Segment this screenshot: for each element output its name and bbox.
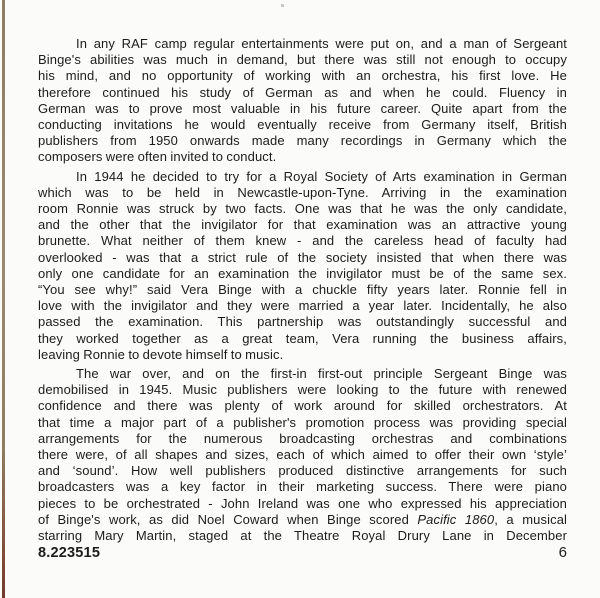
work-title-italic: Pacific 1860 bbox=[417, 511, 495, 527]
text-line: broadcasters was a key factor in their marketing success. There were piano bbox=[38, 479, 567, 495]
text-line: The war over, and on the first-in first-out principle Sergeant Binge was bbox=[76, 366, 567, 382]
paragraph-1 bbox=[38, 36, 567, 166]
text-line: which was to be held in Newcastle-upon-Tyne. Arriving in the examination bbox=[38, 184, 567, 200]
text-line: pieces to be orchestrated - John Ireland was one who expressed his appreciation bbox=[38, 495, 567, 511]
text-line: and the other that the invigilator for that examination was an attractive young bbox=[38, 217, 567, 233]
paragraph-3 bbox=[38, 366, 567, 544]
scan-artifact-speck bbox=[281, 4, 284, 7]
text-line: room Ronnie was struck by two facts. One was that he was the only candidate, bbox=[38, 201, 567, 217]
text-line-with-italic-title bbox=[38, 512, 567, 528]
text-line: “You see why!” said Vera Binge with a chuckle fifty years later. Ronnie fell in bbox=[38, 282, 567, 298]
page-number: 6 bbox=[558, 544, 567, 561]
text-line: that time a major part of a publisher's promotion process was providing special bbox=[38, 414, 567, 430]
text-line: In any RAF camp regular entertainments were put on, and a man of Sergeant bbox=[76, 36, 567, 51]
text-line: starring Mary Martin, staged at the Theatre Royal Drury Lane in December bbox=[38, 528, 567, 544]
text-line: love with the invigilator and they were married a year later. Incidentally, he also bbox=[38, 298, 567, 314]
text-line: and ‘sound’. How well publishers produced distinctive arrangements for such bbox=[38, 463, 567, 479]
text-segment: of Binge's work, as did Noel Coward when Binge scored bbox=[38, 511, 418, 527]
text-line: there were, of all shapes and sizes, each of which aimed to offer their own ‘style’ bbox=[38, 447, 567, 463]
text-line: Binge's abilities was much in demand, but there was still not enough to occupy bbox=[38, 52, 567, 68]
body-text bbox=[38, 36, 567, 547]
catalog-number: 8.223515 bbox=[38, 545, 101, 561]
text-line: demobilised in 1945. Music publishers were looking to the future with renewed bbox=[38, 382, 567, 398]
text-line: they worked together as a great team, Vera running the business affairs, bbox=[38, 330, 567, 346]
page-spine-edge bbox=[2, 0, 5, 598]
text-line: only one candidate for an examination the invigilator must be of the same sex. bbox=[38, 265, 567, 281]
text-line: publishers from 1950 onwards made many recordings in Germany which the bbox=[38, 133, 567, 149]
text-line: German was to prove most valuable in his future career. Quite apart from the bbox=[38, 100, 567, 116]
text-line: In 1944 he decided to try for a Royal Society of Arts examination in German bbox=[76, 168, 567, 184]
text-line: leaving Ronnie to devote himself to music. bbox=[38, 346, 284, 362]
paragraph-2 bbox=[38, 169, 567, 363]
text-line: brunette. What neither of them knew - and the careless head of faculty had bbox=[38, 233, 567, 249]
text-line: confidence and there was plenty of work around for skilled orchestrators. At bbox=[38, 398, 567, 414]
text-line: his mind, and no opportunity of working with an orchestra, his first love. He bbox=[38, 68, 567, 84]
text-line: arrangements for the numerous broadcasting orchestras and combinations bbox=[38, 430, 567, 446]
text-line: passed the examination. This partnership was outstandingly successful and bbox=[38, 314, 567, 330]
text-segment: , a musical bbox=[494, 511, 568, 527]
text-line: composers were often invited to conduct. bbox=[38, 149, 277, 165]
page-footer bbox=[38, 544, 567, 561]
text-line: therefore continued his study of German as and when he could. Fluency in bbox=[38, 84, 567, 100]
text-line: conducting invitations he would eventually receive from Germany itself, British bbox=[38, 117, 567, 133]
text-line: overlooked - was that a strict rule of the society insisted that when there was bbox=[38, 249, 567, 265]
